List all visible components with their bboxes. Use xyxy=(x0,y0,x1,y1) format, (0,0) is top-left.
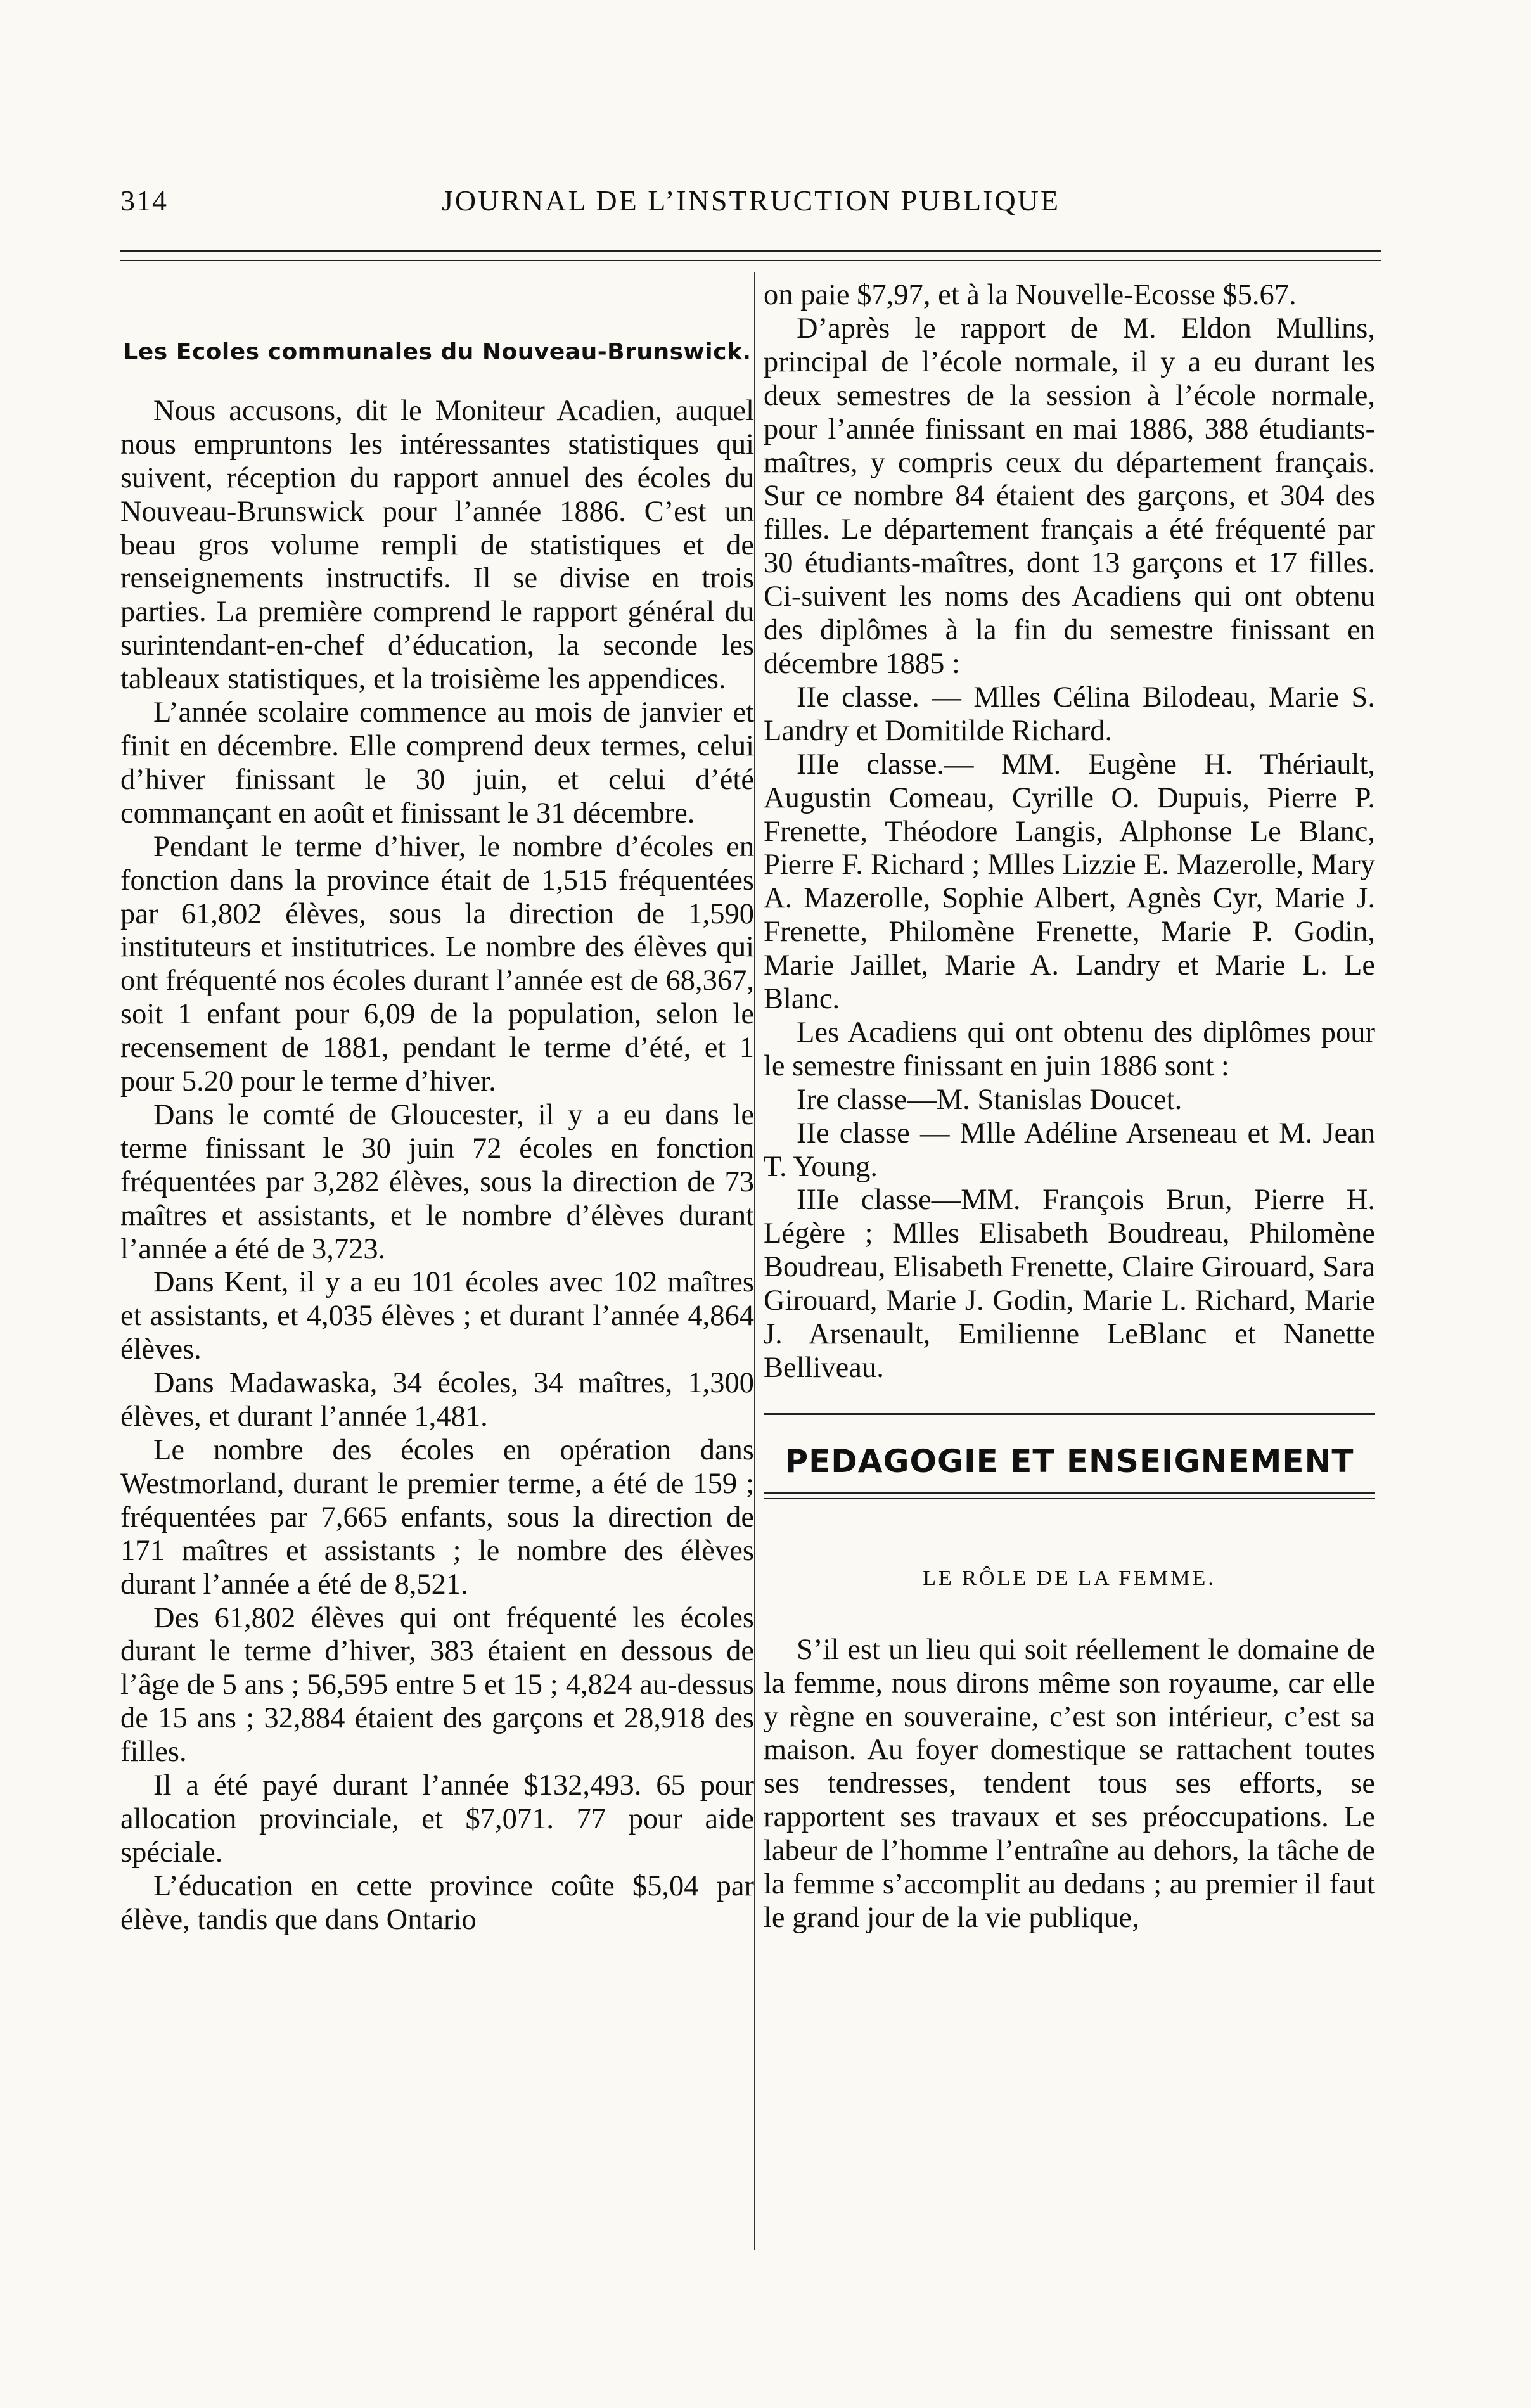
paragraph: IIIe classe.— MM. Eugène H. Thériault, Augustin Comeau, Cyrille O. Dupuis, Pierre P. Frenette, Théodore Langis, Alphonse Le Blanc, Pierre F. Richard ; Mlles Lizzie E. Mazerolle, Mary A. Mazerolle, Sophie Albert, Agnès Cyr, Marie J. Frenette, Philomène Frenette, Marie P. Godin, Marie Jaillet, Marie A. Landry et Marie L. Le Blanc. xyxy=(764,748,1375,1016)
page-number: 314 xyxy=(120,184,168,217)
paragraph: Des 61,802 élèves qui ont fréquenté les écoles durant le terme d’hiver, 383 étaient en dessous de l’âge de 5 ans ; 56,595 entre 5 et 15 ; 4,824 au-dessus de 15 ans ; 32,884 étaient des garçons et 28,918 des filles. xyxy=(120,1601,754,1769)
paragraph: Les Acadiens qui ont obtenu des diplômes pour le semestre finissant en juin 1886 sont : xyxy=(764,1016,1375,1082)
paragraph: D’après le rapport de M. Eldon Mullins, principal de l’école normale, il y a eu durant les deux semestres de la session à l’école normale, pour l’année finissant en mai 1886, 388 étudiants-maîtres, y compris ceux du département français. Sur ce nombre 84 étaient des garçons, et 304 des filles. Le département français a été fréquenté par 30 étudiants-maîtres, dont 13 garçons et 17 filles. Ci-suivent les noms des Acadiens qui ont obtenu des diplômes à la fin du semestre finissant en décembre 1885 : xyxy=(764,312,1375,680)
paragraph: Pendant le terme d’hiver, le nombre d’écoles en fonction dans la province était de 1,515 fréquentées par 61,802 élèves, sous la direction de 1,590 instituteurs et institutrices. Le nombre des élèves qui ont fréquenté nos écoles durant l’année est de 68,367, soit 1 enfant pour 6,09 de la population, selon le recensement de 1881, pendant le terme d’été, et 1 pour 5.20 pour le terme d’hiver. xyxy=(120,830,754,1098)
paragraph: IIIe classe—MM. François Brun, Pierre H. Légère ; Mlles Elisabeth Boudreau, Philomène Boudreau, Elisabeth Frenette, Claire Girouard, Sara Girouard, Marie J. Godin, Marie L. Richard, Marie J. Arsenault, Emilienne LeBlanc et Nanette Belliveau. xyxy=(764,1184,1375,1384)
right-column xyxy=(764,279,1375,1935)
left-column xyxy=(120,279,754,1937)
running-title: JOURNAL DE L’INSTRUCTION PUBLIQUE xyxy=(442,184,1060,217)
paragraph: Dans Kent, il y a eu 101 écoles avec 102 maîtres et assistants, et 4,035 élèves ; et durant l’année 4,864 élèves. xyxy=(120,1266,754,1366)
paragraph: Ire classe—M. Stanislas Doucet. xyxy=(797,1083,1182,1116)
article-paragraph: S’il est un lieu qui soit réellement le domaine de la femme, nous dirons même son royaume, car elle y règne en souveraine, c’est son intérieur, c’est sa maison. Au foyer domestique se rattachent toutes ses tendresses, tendent tous ses efforts, se rapportent ses travaux et ses préoccupations. Le labeur de l’homme l’entraîne au dehors, la tâche de la femme s’accomplit au dedans ; au premier il faut le grand jour de la vie publique, xyxy=(764,1633,1375,1934)
paragraph: Dans Madawaska, 34 écoles, 34 maîtres, 1,300 élèves, et durant l’année 1,481. xyxy=(120,1367,754,1433)
paragraph: Il a été payé durant l’année $132,493. 65 pour allocation provinciale, et $7,071. 77 pour aide spéciale. xyxy=(120,1769,754,1869)
paragraph: Le nombre des écoles en opération dans Westmorland, durant le premier terme, a été de 159 ; fréquentées par 7,665 enfants, sous la direction de 171 maîtres et assistants ; le nombre des élèves durant l’année a été de 8,521. xyxy=(120,1434,754,1601)
paragraph: Dans le comté de Gloucester, il y a eu dans le terme finissant le 30 juin 72 écoles en fonction fréquentées par 3,282 élèves, sous la direction de 73 maîtres et assistants, et le nombre d’élèves durant l’année a été de 3,723. xyxy=(120,1098,754,1265)
section-rule-top xyxy=(764,1413,1375,1426)
header-rule-thin xyxy=(120,260,1381,261)
article-title: LE RÔLE DE LA FEMME. xyxy=(923,1566,1216,1590)
column-divider xyxy=(754,272,755,2250)
section-rule-bottom xyxy=(764,1492,1375,1505)
paragraph: IIe classe — Mlle Adéline Arseneau et M. Jean T. Young. xyxy=(764,1117,1375,1183)
paragraph: Nous accusons, dit le Moniteur Acadien, auquel nous empruntons les intéressantes statistiques qui suivent, réception du rapport annuel des écoles du Nouveau-Brunswick pour l’année 1886. C’est un beau gros volume rempli de statistiques et de renseignements instructifs. Il se divise en trois parties. La première comprend le rapport général du surintendant-en-chef d’éducation, la seconde les tableaux statistiques, et la troisième les appendices. xyxy=(120,394,754,696)
section-title: Les Ecoles communales du Nouveau-Brunswick. xyxy=(123,339,752,365)
header-rule xyxy=(120,250,1381,252)
paragraph: IIe classe. — Mlles Célina Bilodeau, Marie S. Landry et Domitilde Richard. xyxy=(764,681,1375,747)
page-header xyxy=(120,184,1381,228)
continuation-text: on paie $7,97, et à la Nouvelle-Ecosse $5.67. xyxy=(764,279,1297,311)
paragraph: L’année scolaire commence au mois de janvier et finit en décembre. Elle comprend deux termes, celui d’hiver finissant le 30 juin, et celui d’été commançant en août et finissant le 31 décembre. xyxy=(120,696,754,829)
section-heading: PEDAGOGIE ET ENSEIGNEMENT xyxy=(785,1442,1354,1480)
paragraph: L’éducation en cette province coûte $5,04 par élève, tandis que dans Ontario xyxy=(120,1869,754,1936)
